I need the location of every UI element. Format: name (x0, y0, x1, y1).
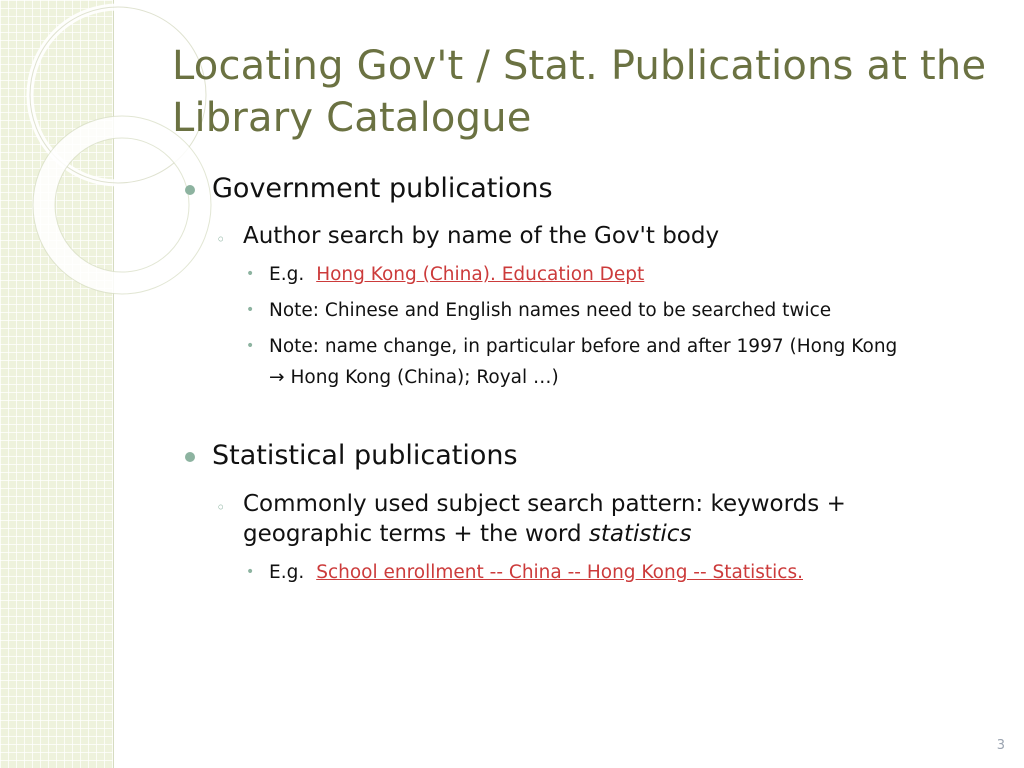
arrow-right-icon: → (269, 367, 285, 388)
bullet-ring-icon: ◦ (216, 498, 226, 517)
note-name-change-line2 (269, 362, 985, 393)
item-note-chinese-english (242, 295, 985, 326)
sub-bullet-subject-search (216, 489, 933, 549)
bullet-small-icon: • (246, 266, 255, 282)
heading-statistical-publications: Statistical publications (212, 440, 518, 471)
note-name-change-continuation: Hong Kong (China); Royal …) (290, 367, 559, 388)
note-chinese-english-text: Note: Chinese and English names need to be searched twice (269, 300, 832, 321)
bullet-government-publications (185, 172, 985, 206)
slide-content (185, 172, 985, 588)
eg-label: E.g. (269, 264, 305, 285)
sub-bullet-author-search (216, 221, 985, 251)
bullet-dot-icon (185, 452, 195, 462)
subject-search-text: Commonly used subject search pattern: keywords + geographic terms + the word (243, 491, 846, 547)
slide-title: Locating Gov't / Stat. Publications at the Library Catalogue (172, 43, 987, 141)
item-example-education-dept (242, 259, 985, 290)
decorative-sidebar (0, 0, 114, 768)
bullet-ring-icon: ◦ (216, 230, 226, 249)
bullet-small-icon: • (246, 338, 255, 354)
statistics-italic-word: statistics (588, 521, 692, 547)
note-name-change-line1: Note: name change, in particular before and after 1997 (Hong Kong (269, 336, 898, 357)
bullet-small-icon: • (246, 302, 255, 318)
link-school-enrollment-statistics[interactable]: School enrollment -- China -- Hong Kong -- Statistics. (316, 562, 803, 583)
bullet-dot-icon (185, 185, 195, 195)
link-hong-kong-education-dept[interactable]: Hong Kong (China). Education Dept (316, 264, 645, 285)
eg-label: E.g. (269, 562, 305, 583)
item-example-school-enrollment (242, 557, 985, 588)
item-note-name-change (242, 331, 985, 393)
bullet-statistical-publications (185, 439, 985, 473)
heading-government-publications: Government publications (212, 173, 553, 204)
bullet-small-icon: • (246, 564, 255, 580)
slide-number: 3 (996, 738, 1005, 753)
author-search-text: Author search by name of the Gov't body (243, 223, 720, 249)
